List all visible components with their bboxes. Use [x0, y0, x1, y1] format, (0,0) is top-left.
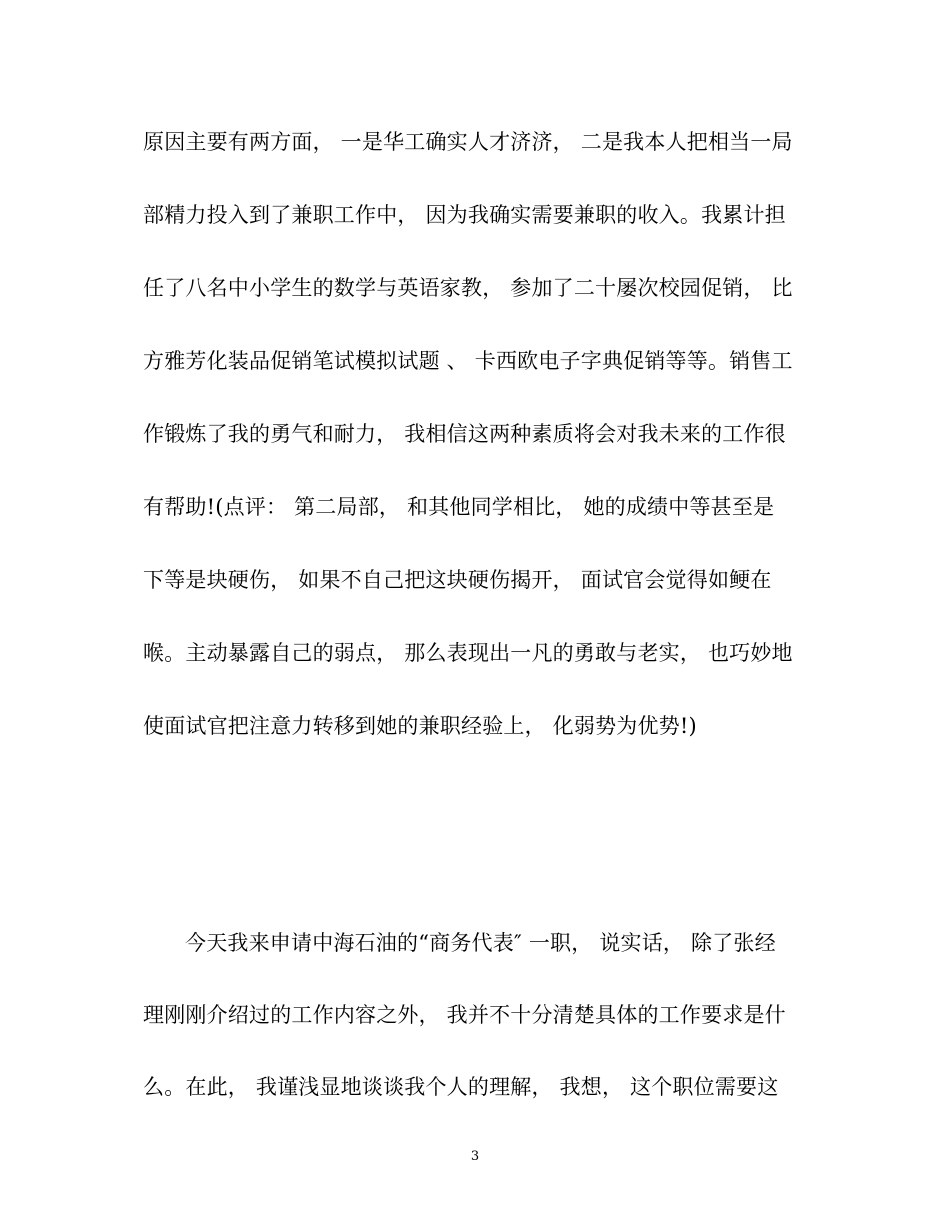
text-line: 任了八名中小学生的数学与英语家教， 参加了二十屡次校园促销， 比	[143, 276, 793, 300]
text-line: 么。在此， 我谨浅显地谈谈我个人的理解， 我想， 这个职位需要这	[143, 1075, 779, 1099]
text-line: 喉。主动暴露自己的弱点， 那么表现出一凡的勇敢与老实， 也巧妙地	[143, 641, 793, 665]
text-line: 下等是块硬伤， 如果不自己把这块硬伤揭开， 面试官会觉得如鲠在	[143, 568, 772, 592]
text-line: 有帮助!(点评： 第二局部， 和其他同学相比， 她的成绩中等甚至是	[143, 495, 775, 519]
text-line: 原因主要有两方面， 一是华工确实人才济济， 二是我本人把相当一局	[143, 130, 793, 154]
text-line: 使面试官把注意力转移到她的兼职经验上， 化弱势为优势!)	[143, 714, 697, 738]
text-line: 今天我来申请中海石油的“商务代表″ 一职， 说实话， 除了张经	[185, 931, 776, 955]
text-line: 理刚刚介绍过的工作内容之外， 我并不十分清楚具体的工作要求是什	[143, 1003, 786, 1027]
page-number: 3	[470, 1149, 480, 1164]
text-line: 作锻炼了我的勇气和耐力， 我相信这两种素质将会对我未来的工作很	[143, 422, 786, 446]
text-line: 部精力投入到了兼职工作中， 因为我确实需要兼职的收入。我累计担	[143, 203, 786, 227]
text-line: 方雅芳化装品促销笔试模拟试题 、 卡西欧电子字典促销等等。销售工	[143, 349, 793, 373]
